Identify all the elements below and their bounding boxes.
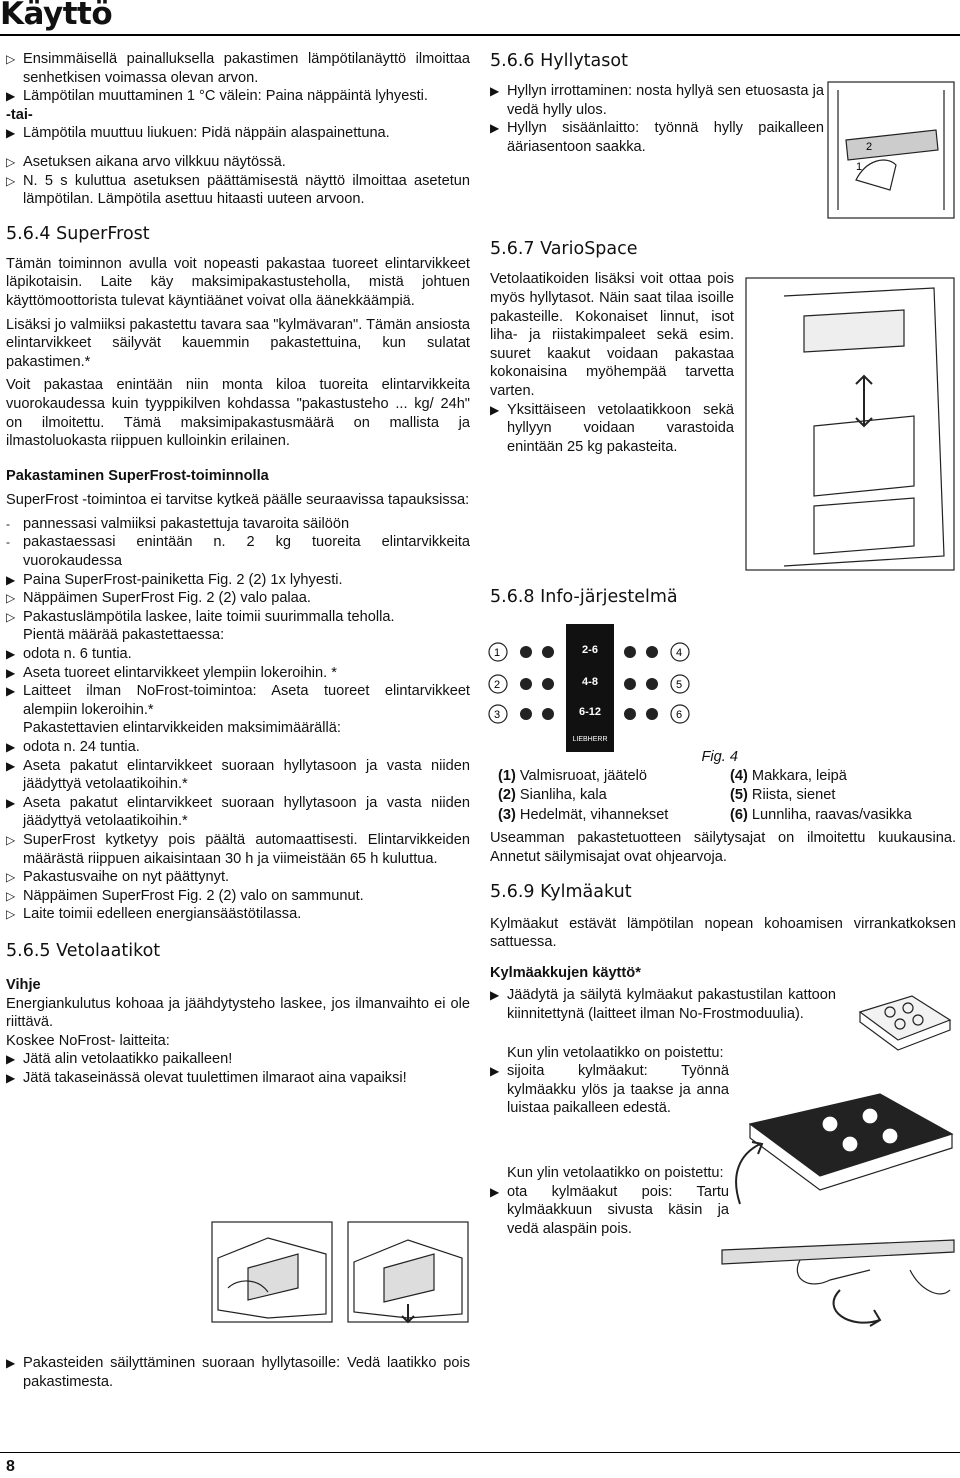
freezer-drawing xyxy=(744,276,956,572)
subheading-vihje: Vihje xyxy=(6,976,41,993)
paragraph: Tämän toiminnon avulla voit nopeasti pakastaa tuoreet elintarvikkeet läpikotaisin. Laite käy maksimipakastusteholla, mistä johtuen käyttömoottorista tulevat käyntiäänet voivat olla äänekkäämpiä. xyxy=(6,255,470,309)
page-title: Käyttö xyxy=(0,0,113,32)
list-item: ▶ Laitteet ilman NoFrost-toimintoa: Aseta tuoreet elintarvikkeet alempiin lokeroihin.* xyxy=(6,683,470,718)
paragraph: Lisäksi jo valmiiksi pakastettu tavara saa "kylmävaran". Tämän ansiosta elintarvikkeet säilyvät kauemmin pakastettuina, kun sulatat pakastimen.* xyxy=(6,316,470,370)
bullet-triangle-icon: ▶ xyxy=(6,1356,16,1370)
list-item: Pientä määrää pakastettaessa: xyxy=(23,627,225,644)
cold-pack-remove-illustration xyxy=(720,1230,956,1342)
list-item: ▶ Hyllyn irrottaminen: nosta hyllyä sen etuosasta ja vedä hylly ulos. xyxy=(490,83,824,118)
list-item: ▷ Asetuksen aikana arvo vilkkuu näytössä. xyxy=(6,153,286,170)
open-triangle-icon: ▷ xyxy=(6,870,16,885)
section-heading-kylmaakut: 5.6.9 Kylmäakut xyxy=(490,881,632,902)
subheading-pakastaminen: Pakastaminen SuperFrost-toiminnolla xyxy=(6,467,269,484)
svg-text:5: 5 xyxy=(676,679,683,691)
open-triangle-icon: ▷ xyxy=(6,907,16,922)
legend-item: (3) Hedelmät, vihannekset xyxy=(498,806,669,823)
svg-text:1: 1 xyxy=(856,161,863,173)
list-item: ▶ Jäädytä ja säilytä kylmäakut pakastustilan kattoon kiinnitettynä (laitteet ilman No-Frostmoduulia). xyxy=(490,987,836,1022)
list-item: ▶ Lämpötilan muuttaminen 1 °C välein: Paina näppäintä lyhyesti. xyxy=(6,88,428,105)
figure-label: Fig. 4 xyxy=(701,749,738,765)
list-item: - pakastaessasi enintään n. 2 kg tuoreita elintarvikkeita vuorokaudessa xyxy=(6,534,470,570)
paragraph: Voit pakastaa enintään niin monta kiloa tuoreita elintarvikkeita vuorokaudessa kuin tyyppikilven kohdassa "pakastusteho ... kg/ 24h" on ilmoitettu. Tämä maksimipakastusmäärä on mallista ja ilmastoluokasta riippuen kulloinkin erilainen. xyxy=(6,377,470,450)
paragraph: Koskee NoFrost- laitteita: xyxy=(6,1032,170,1049)
list-item: ▷ SuperFrost kytketyy pois päältä automaattisesti. Elintarvikkeiden määrästä riippuen aikaisintaan 30 h ja viimeistään 65 h kuluttua. xyxy=(6,831,470,867)
list-item: ▶ Jätä alin vetolaatikko paikalleen! xyxy=(6,1051,233,1068)
list-item: ▶ ota kylmäakut pois: Tartu kylmäakkuun sivusta käsin ja vedä alaspäin pois. xyxy=(490,1183,729,1237)
bullet-triangle-icon: ▶ xyxy=(6,740,16,754)
legend-item: (6) Lunnliha, raavas/vasikka xyxy=(730,806,912,823)
list-item: ▷ Näppäimen SuperFrost Fig. 2 (2) valo on sammunut. xyxy=(6,887,364,904)
open-triangle-icon: ▷ xyxy=(6,154,16,169)
paragraph: Kun ylin vetolaatikko on poistettu: xyxy=(507,1164,724,1181)
info-panel-row-1: 2-6 xyxy=(582,644,598,656)
superfrost-steps-list xyxy=(6,515,470,924)
list-item: ▶ Jätä takaseinässä olevat tuulettimen ilmaraot aina vapaiksi! xyxy=(6,1069,407,1086)
list-item: Pakastettavien elintarvikkeiden maksimimäärällä: xyxy=(23,720,341,737)
list-item: ▶ Lämpötila muuttuu liukuen: Pidä näppäin alaspainettuna. xyxy=(6,125,390,142)
bullet-triangle-icon: ▶ xyxy=(490,988,500,1003)
list-item: ▶ Aseta pakatut elintarvikkeet suoraan hyllytasoon ja vasta niiden jäädyttyä vetolaatikoihin.* xyxy=(6,757,470,793)
open-triangle-icon: ▷ xyxy=(6,609,16,624)
list-item: ▷ Pakastuslämpötila laskee, laite toimii suurimmalla teholla. xyxy=(6,608,395,625)
section-heading-info: 5.6.8 Info-järjestelmä xyxy=(490,587,678,607)
cold-pack-insert-drawing xyxy=(730,1084,956,1210)
drawer-removal-drawing xyxy=(208,1218,472,1326)
info-panel-logo: LIEBHERR xyxy=(572,736,608,743)
svg-text:3: 3 xyxy=(494,709,501,721)
section-heading-hyllytasot: 5.6.6 Hyllytasot xyxy=(490,51,628,71)
paragraph: Vetolaatikoiden lisäksi voit ottaa pois myös hyllytasot. Näin saat tilaa isoille pakasteille. Kokonaiset linnut, isot liha- ja riistakimpaleet sekä esim. suuret kaakut voidaan pakastaa kokonaisina myöhempää tarvetta varten. xyxy=(490,271,734,399)
list-item: ▶ odota n. 24 tuntia. xyxy=(6,739,140,755)
bullet-triangle-icon: ▶ xyxy=(6,89,16,104)
svg-text:2: 2 xyxy=(866,141,873,153)
info-section xyxy=(490,586,956,608)
header-bar xyxy=(0,0,960,36)
paragraph: Kun ylin vetolaatikko on poistettu: xyxy=(507,1044,724,1061)
legend-item: (2) Sianliha, kala xyxy=(498,787,607,804)
intro-list xyxy=(6,50,470,209)
subheading-kylmaakkujen-kaytto: Kylmäakkujen käyttö* xyxy=(490,964,641,981)
section-heading-variospace: 5.6.7 VarioSpace xyxy=(490,239,638,260)
info-legend xyxy=(498,767,956,825)
bullet-triangle-icon: ▶ xyxy=(490,1184,500,1199)
section-heading-vetolaatikot: 5.6.5 Vetolaatikot xyxy=(6,940,161,961)
info-system-figure xyxy=(486,622,696,754)
svg-text:6: 6 xyxy=(676,709,683,721)
bullet-triangle-icon: ▶ xyxy=(490,121,500,136)
open-triangle-icon: ▷ xyxy=(6,888,16,903)
list-item: - pannessasi valmiiksi pakastettuja tavaroita säilöön xyxy=(6,515,350,532)
paragraph: Kylmäakut estävät lämpötilan nopean kohoamisen virrankatkoksen sattuessa. xyxy=(490,915,956,951)
list-item: ▷ Pakastusvaihe on nyt päättynyt. xyxy=(6,869,230,886)
list-item: ▶ odota n. 6 tuntia. xyxy=(6,646,132,663)
bullet-triangle-icon: ▶ xyxy=(6,1070,16,1085)
legend-item: (1) Valmisruoat, jäätelö xyxy=(498,767,647,784)
shelf-illustration xyxy=(826,80,956,220)
open-triangle-icon: ▷ xyxy=(6,173,16,188)
hyllytasot-list xyxy=(490,82,824,156)
open-triangle-icon: ▷ xyxy=(6,591,16,606)
paragraph: SuperFrost -toimintoa ei tarvitse kytkeä päälle seuraavissa tapauksissa: xyxy=(6,492,470,509)
bullet-triangle-icon: ▶ xyxy=(6,665,16,680)
cold-pack-drawing xyxy=(852,990,956,1058)
svg-text:1: 1 xyxy=(494,647,501,659)
variospace-illustration xyxy=(744,276,956,572)
bullet-triangle-icon: ▶ xyxy=(6,684,16,699)
bullet-triangle-icon: ▶ xyxy=(6,126,16,141)
list-item: ▶ Aseta pakatut elintarvikkeet suoraan hyllytasoon ja vasta niiden jäädyttyä vetolaatikoihin.* xyxy=(6,794,470,830)
paragraph: Energiankulutus kohoaa ja jäähdytysteho laskee, jos ilmanvaihto ei ole riittävä. xyxy=(6,995,470,1031)
cold-pack-remove-drawing xyxy=(720,1230,956,1342)
left-column xyxy=(6,50,470,1088)
open-triangle-icon: ▷ xyxy=(6,52,16,66)
legend-item: (5) Riista, sienet xyxy=(730,787,836,804)
legend-item: (4) Makkara, leipä xyxy=(730,767,847,784)
bottom-note xyxy=(6,1354,470,1391)
footer-rule xyxy=(0,1452,960,1453)
section-heading-superfrost: 5.6.4 SuperFrost xyxy=(6,223,150,244)
svg-text:4: 4 xyxy=(676,647,683,659)
info-panel-row-3: 6-12 xyxy=(578,706,602,718)
bullet-triangle-icon: ▶ xyxy=(6,572,16,587)
list-item: ▶ Paina SuperFrost-painiketta Fig. 2 (2) 1x lyhyesti. xyxy=(6,571,343,588)
info-panel-row-2: 4-8 xyxy=(582,676,598,688)
page-number: 8 xyxy=(6,1458,15,1475)
list-item: ▶ Hyllyn sisäänlaitto: työnnä hylly paikalleen ääriasentoon saakka. xyxy=(490,120,824,155)
paragraph: Useamman pakastetuotteen säilytysajat on ilmoitettu kuukausina. Annetut säilymisajat ovat ohjearvoja. xyxy=(490,830,956,865)
list-item: ▷ Ensimmäisellä painalluksella pakastimen lämpötilanäyttö ilmoittaa senhetkisen voimassa olevan arvon. xyxy=(6,51,470,86)
bullet-triangle-icon: ▶ xyxy=(6,647,16,662)
list-item: ▷ Näppäimen SuperFrost Fig. 2 (2) valo palaa. xyxy=(6,590,311,607)
bullet-triangle-icon: ▶ xyxy=(6,758,16,773)
svg-text:2: 2 xyxy=(494,679,501,691)
list-item: ▶ sijoita kylmäakut: Työnnä kylmäakku ylös ja taakse ja anna luistaa paikalleen edestä. xyxy=(490,1063,729,1117)
open-triangle-icon: ▷ xyxy=(6,832,16,847)
list-item: ▷ Laite toimii edelleen energiansäästötilassa. xyxy=(6,906,302,923)
bullet-triangle-icon: ▶ xyxy=(490,84,500,98)
list-item: ▶ Aseta tuoreet elintarvikkeet ylempiin lokeroihin. * xyxy=(6,664,337,681)
list-item: -tai- xyxy=(6,106,33,123)
list-item: ▶ Pakasteiden säilyttäminen suoraan hyllytasoille: Vedä laatikko pois pakastimesta. xyxy=(6,1355,470,1390)
bullet-triangle-icon: ▶ xyxy=(6,1052,16,1067)
bullet-triangle-icon: ▶ xyxy=(6,795,16,810)
cold-pack-illustration xyxy=(852,990,956,1058)
shelf-drawing xyxy=(826,80,956,220)
list-item: ▶ Yksittäiseen vetolaatikkoon sekä hyllyyn voidaan varastoida enintään 25 kg pakasteita. xyxy=(490,401,734,455)
bullet-triangle-icon: ▶ xyxy=(490,402,500,417)
drawer-removal-illustration xyxy=(208,1218,472,1326)
cold-pack-insert-illustration xyxy=(730,1084,956,1210)
info-panel-drawing xyxy=(486,622,696,754)
variospace-text xyxy=(490,270,734,456)
list-item: ▷ N. 5 s kuluttua asetuksen päättämisestä näyttö ilmoittaa asetetun lämpötilan. Lämpötila asettuu hitaasti uuteen arvoon. xyxy=(6,172,470,208)
bullet-triangle-icon: ▶ xyxy=(490,1064,500,1079)
